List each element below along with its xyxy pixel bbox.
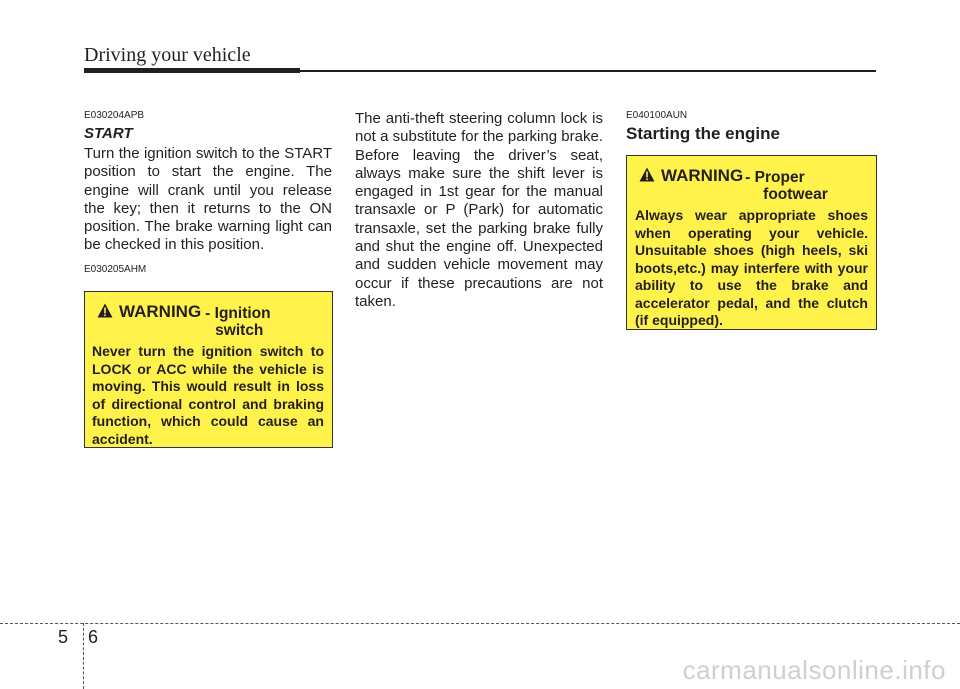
header-rule-thick <box>84 68 300 73</box>
warning-triangle-icon <box>97 303 113 318</box>
warning-topic-line1: - Proper <box>745 169 805 186</box>
start-paragraph: Turn the ignition switch to the START position to start the engine. The engine will crank until you release the key; then it returns to the ON position. The brake warning light can be checked in this position. <box>84 145 332 254</box>
section-code-warning: E030205AHM <box>84 264 147 275</box>
subheading-start: START <box>84 125 133 142</box>
warning-topic-line2: switch <box>215 322 264 339</box>
section-title-starting-engine: Starting the engine <box>626 124 780 143</box>
header-title: Driving your vehicle <box>84 44 251 66</box>
steering-lock-paragraph: The anti-theft steering column lock is not a substitute for the parking brake. Before leaving the driver’s seat, always make sure the shift lever is engaged in 1st gear for the manual transaxle or P (Park) for automatic transaxle, set the parking brake fully and shut the engine off. Unexpected and sudden vehicle movement may occur if these precautions are not taken. <box>355 110 603 310</box>
header-rule-thin <box>300 70 876 72</box>
warning-box-ignition <box>84 291 333 448</box>
watermark: carmanualsonline.info <box>682 655 946 685</box>
page-number: 6 <box>88 627 99 647</box>
warning-topic <box>745 169 828 203</box>
warning-heading <box>97 302 271 339</box>
chapter-number: 5 <box>58 627 69 647</box>
warning-topic-line2: footwear <box>763 186 828 203</box>
section-code-start: E030204APB <box>84 110 145 121</box>
warning-body: Never turn the ignition switch to LOCK or ACC while the vehicle is moving. This would result in loss of directional control and braking function, which could cause an accident. <box>92 343 324 447</box>
warning-body: Always wear appropriate shoes when operating your vehicle. Unsuitable shoes (high heels, ski boots,etc.) may interfere with your ability to use the brake and accelerator pedal, and the clutch (if equipped). <box>635 207 868 328</box>
warning-heading <box>639 166 828 203</box>
section-code-starting: E040100AUN <box>626 110 688 121</box>
warning-topic <box>205 305 270 339</box>
warning-word: WARNING <box>661 166 744 185</box>
warning-word: WARNING <box>119 302 202 321</box>
warning-triangle-icon <box>639 167 655 182</box>
footer-rule <box>0 623 960 624</box>
warning-box-footwear <box>626 155 877 330</box>
warning-topic-line1: - Ignition <box>205 305 271 322</box>
footer-divider <box>83 623 84 689</box>
